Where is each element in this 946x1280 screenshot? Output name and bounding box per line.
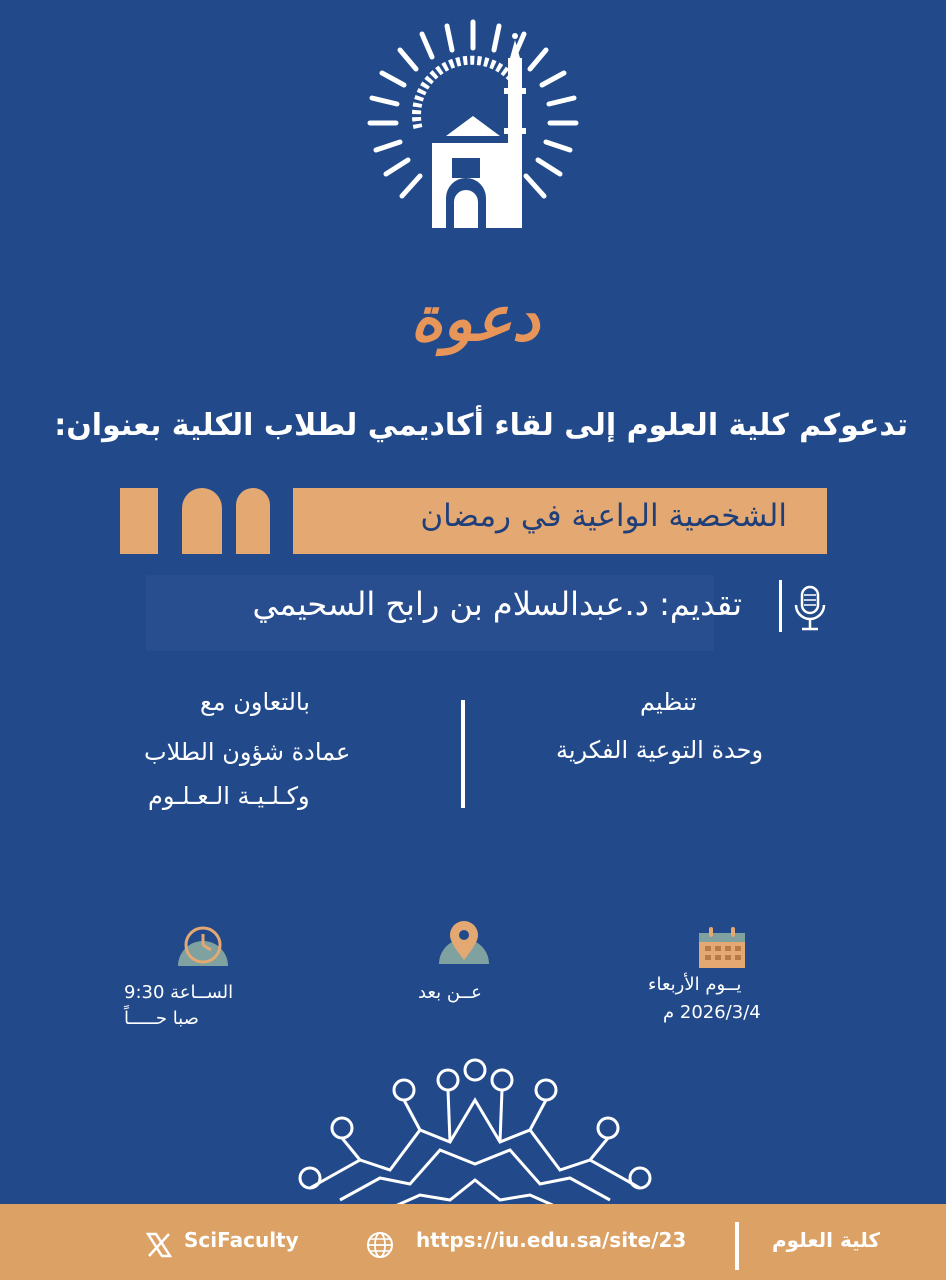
- clock-icon: [178, 922, 228, 966]
- organizer-heading: تنظيم: [640, 688, 697, 716]
- invite-word-calligraphy: [400, 268, 550, 388]
- calendar-icon: [697, 924, 747, 968]
- college-name: كلية العلوم: [772, 1228, 881, 1252]
- website-link[interactable]: https://iu.edu.sa/site/23: [416, 1228, 687, 1252]
- globe-icon: [366, 1231, 394, 1259]
- invite-word-text: دعوة: [410, 282, 540, 355]
- decorative-arch: [236, 488, 270, 554]
- date-weekday: يــوم الأربعاء: [648, 974, 742, 995]
- time-value: الســاعة 9:30: [124, 982, 234, 1003]
- footer-bar: [0, 1204, 946, 1280]
- footer-divider: [735, 1222, 739, 1270]
- microphone-icon: [790, 583, 830, 633]
- invitation-sentence: تدعوكم كلية العلوم إلى لقاء أكاديمي لطلاب الكلية بعنوان:: [54, 408, 908, 443]
- university-emblem-icon: [362, 18, 584, 240]
- partner-line-2: وكـلـيـة الـعـلـوم: [148, 782, 310, 810]
- partner-heading: بالتعاون مع: [200, 688, 310, 716]
- decorative-bar: [120, 488, 158, 554]
- lecture-title: الشخصية الواعية في رمضان: [420, 498, 787, 534]
- decorative-ornament: [280, 1050, 670, 1220]
- social-handle[interactable]: SciFaculty: [184, 1228, 299, 1252]
- column-divider: [461, 700, 465, 808]
- location-text: عــن بعد: [418, 982, 482, 1003]
- time-period: صبا حـــــاً: [124, 1008, 199, 1029]
- speaker-divider: [779, 580, 782, 632]
- partner-line-1: عمادة شؤون الطلاب: [144, 738, 351, 766]
- decorative-arch: [182, 488, 222, 554]
- speaker-name: تقديم: د.عبدالسلام بن رابح السحيمي: [252, 585, 742, 623]
- organizer-name: وحدة التوعية الفكرية: [556, 736, 764, 764]
- x-logo-icon: [146, 1232, 172, 1258]
- date-value: 2026/3/4 م: [663, 1002, 761, 1023]
- location-pin-icon: [439, 920, 489, 964]
- title-banner: [293, 488, 827, 554]
